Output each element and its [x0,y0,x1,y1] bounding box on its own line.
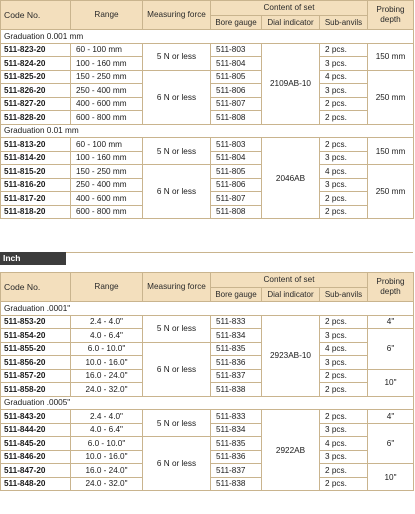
bore-cell: 511-804 [211,57,262,71]
code-cell: 511-848-20 [1,477,71,491]
force-cell: 6 N or less [143,165,211,219]
range-cell: 4.0 - 6.4" [71,329,143,343]
range-cell: 60 - 100 mm [71,43,143,57]
force-cell: 5 N or less [143,315,211,342]
depth-cell: 250 mm [368,70,414,124]
dial-cell: 2109AB-10 [262,43,320,124]
anvils-cell: 2 pcs. [320,111,368,125]
bore-header: Bore gauge [211,16,262,30]
depth-cell: 150 mm [368,43,414,70]
force-cell: 6 N or less [143,70,211,124]
anvils-cell: 3 pcs. [320,423,368,437]
range-header: Range [71,1,143,30]
table-row [1,165,414,179]
graduation-label: Graduation 0.01 mm [1,124,414,138]
bore-cell: 511-805 [211,165,262,179]
anvils-cell: 4 pcs. [320,342,368,356]
depth-cell: 6" [368,329,414,370]
bore-cell: 511-833 [211,315,262,329]
anvils-cell: 4 pcs. [320,437,368,451]
depth-cell: 4" [368,410,414,424]
content-header: Content of set [211,273,368,288]
code-cell: 511-847-20 [1,464,71,478]
depth-header: Probing depth [368,273,414,302]
anvils-cell: 3 pcs. [320,178,368,192]
table-row [1,315,414,329]
range-cell: 6.0 - 10.0" [71,437,143,451]
bore-cell: 511-835 [211,437,262,451]
anvils-cell: 2 pcs. [320,410,368,424]
code-cell: 511-814-20 [1,151,71,165]
range-cell: 250 - 400 mm [71,84,143,98]
table-row [1,43,414,57]
range-cell: 600 - 800 mm [71,111,143,125]
code-cell: 511-813-20 [1,138,71,152]
range-cell: 2.4 - 4.0" [71,410,143,424]
force-cell: 6 N or less [143,437,211,491]
range-cell: 250 - 400 mm [71,178,143,192]
anvils-cell: 3 pcs. [320,356,368,370]
range-cell: 600 - 800 mm [71,205,143,219]
anvils-cell: 2 pcs. [320,369,368,383]
code-cell: 511-858-20 [1,383,71,397]
bore-cell: 511-834 [211,329,262,343]
code-cell: 511-846-20 [1,450,71,464]
table-row [1,138,414,152]
force-header: Measuring force [143,1,211,30]
code-cell: 511-854-20 [1,329,71,343]
bore-cell: 511-836 [211,356,262,370]
force-header: Measuring force [143,273,211,302]
inch-table [0,272,414,491]
bore-cell: 511-836 [211,450,262,464]
bore-cell: 511-834 [211,423,262,437]
anvils-cell: 4 pcs. [320,165,368,179]
range-header: Range [71,273,143,302]
bore-cell: 511-838 [211,477,262,491]
range-cell: 16.0 - 24.0" [71,464,143,478]
depth-header: Probing depth [368,1,414,30]
code-cell: 511-824-20 [1,57,71,71]
bore-cell: 511-804 [211,151,262,165]
inch-section-label: Inch [0,252,66,265]
metric-table [0,0,414,219]
dial-header: Dial indicator [262,288,320,302]
depth-cell: 150 mm [368,138,414,165]
table-row [1,342,414,356]
content-header: Content of set [211,1,368,16]
depth-cell: 10" [368,464,414,491]
anvils-cell: 2 pcs. [320,138,368,152]
anvils-cell: 4 pcs. [320,70,368,84]
anvils-cell: 2 pcs. [320,477,368,491]
code-cell: 511-845-20 [1,437,71,451]
anvils-cell: 2 pcs. [320,205,368,219]
graduation-label: Graduation .0005" [1,396,414,410]
anvils-header: Sub-anvils [320,288,368,302]
dial-cell: 2922AB [262,410,320,491]
anvils-cell: 3 pcs. [320,84,368,98]
bore-cell: 511-838 [211,383,262,397]
anvils-cell: 3 pcs. [320,329,368,343]
bore-cell: 511-803 [211,138,262,152]
table-row [1,437,414,451]
anvils-header: Sub-anvils [320,16,368,30]
code-cell: 511-857-20 [1,369,71,383]
code-cell: 511-853-20 [1,315,71,329]
range-cell: 16.0 - 24.0" [71,369,143,383]
depth-cell: 10" [368,369,414,396]
depth-cell: 6" [368,423,414,464]
anvils-cell: 2 pcs. [320,464,368,478]
bore-cell: 511-803 [211,43,262,57]
anvils-cell: 3 pcs. [320,450,368,464]
bore-cell: 511-837 [211,464,262,478]
anvils-cell: 2 pcs. [320,97,368,111]
anvils-cell: 2 pcs. [320,43,368,57]
range-cell: 100 - 160 mm [71,57,143,71]
range-cell: 150 - 250 mm [71,165,143,179]
code-cell: 511-826-20 [1,84,71,98]
bore-header: Bore gauge [211,288,262,302]
range-cell: 4.0 - 6.4" [71,423,143,437]
anvils-cell: 2 pcs. [320,192,368,206]
range-cell: 60 - 100 mm [71,138,143,152]
depth-cell: 4" [368,315,414,329]
code-header: Code No. [1,273,71,302]
range-cell: 150 - 250 mm [71,70,143,84]
bore-cell: 511-808 [211,111,262,125]
code-header: Code No. [1,1,71,30]
code-cell: 511-816-20 [1,178,71,192]
table-row [1,410,414,424]
depth-cell: 250 mm [368,165,414,219]
anvils-cell: 3 pcs. [320,151,368,165]
code-cell: 511-818-20 [1,205,71,219]
range-cell: 6.0 - 10.0" [71,342,143,356]
code-cell: 511-855-20 [1,342,71,356]
code-cell: 511-827-20 [1,97,71,111]
code-cell: 511-817-20 [1,192,71,206]
bore-cell: 511-806 [211,84,262,98]
bore-cell: 511-833 [211,410,262,424]
code-cell: 511-815-20 [1,165,71,179]
range-cell: 10.0 - 16.0" [71,356,143,370]
bore-cell: 511-805 [211,70,262,84]
range-cell: 2.4 - 4.0" [71,315,143,329]
bore-cell: 511-808 [211,205,262,219]
bore-cell: 511-837 [211,369,262,383]
force-cell: 5 N or less [143,410,211,437]
graduation-label: Graduation .0001" [1,302,414,316]
code-cell: 511-844-20 [1,423,71,437]
anvils-cell: 2 pcs. [320,315,368,329]
bore-cell: 511-807 [211,192,262,206]
force-cell: 5 N or less [143,43,211,70]
dial-cell: 2923AB-10 [262,315,320,396]
code-cell: 511-843-20 [1,410,71,424]
code-cell: 511-823-20 [1,43,71,57]
graduation-label: Graduation 0.001 mm [1,30,414,44]
code-cell: 511-856-20 [1,356,71,370]
bore-cell: 511-835 [211,342,262,356]
force-cell: 6 N or less [143,342,211,396]
dial-cell: 2046AB [262,138,320,219]
anvils-cell: 2 pcs. [320,383,368,397]
range-cell: 24.0 - 32.0" [71,477,143,491]
range-cell: 400 - 600 mm [71,97,143,111]
bore-cell: 511-807 [211,97,262,111]
code-cell: 511-828-20 [1,111,71,125]
table-row [1,70,414,84]
code-cell: 511-825-20 [1,70,71,84]
dial-header: Dial indicator [262,16,320,30]
anvils-cell: 3 pcs. [320,57,368,71]
range-cell: 24.0 - 32.0" [71,383,143,397]
range-cell: 100 - 160 mm [71,151,143,165]
force-cell: 5 N or less [143,138,211,165]
section-divider [66,252,413,265]
range-cell: 10.0 - 16.0" [71,450,143,464]
bore-cell: 511-806 [211,178,262,192]
range-cell: 400 - 600 mm [71,192,143,206]
